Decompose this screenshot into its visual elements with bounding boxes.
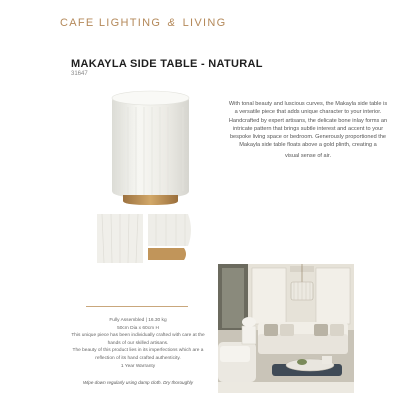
description-body: With tonal beauty and luscious curves, the Makayla side table is a versatile piece that adds unique character to your interior. Handcrafted by expert artisans, the delicate bone inlay forms an intricate pattern that brings subtle interest and accent to your bespoke living space or bedroom. Generously proportioned the Makayla side table floats above a gold plinth, creating a <box>228 101 388 149</box>
detail-thumbnail-plinth <box>148 214 194 263</box>
brand-name-left: CAFE LIGHTING <box>60 17 162 29</box>
detail-thumbnail-inlay <box>97 214 143 263</box>
spec-line: The beauty of this product lies in its imperfections which are a <box>72 348 204 354</box>
spec-line: This unique piece has been individually crafted with care at the <box>71 333 205 339</box>
spec-line: hands of our skilled artisans. <box>107 340 169 346</box>
care-note: Wipe down regularly using damp cloth. Dry thoroughly <box>82 380 193 385</box>
brand-name-right: LIVING <box>182 17 227 29</box>
section-divider <box>86 306 188 307</box>
room-lifestyle-image <box>218 264 354 393</box>
hero-product-image <box>104 87 197 209</box>
brand-logo <box>60 17 226 29</box>
product-title: MAKAYLA SIDE TABLE - NATURAL <box>71 58 263 70</box>
description-last-line: visual sense of air. <box>284 152 332 159</box>
spec-line: 1 Year Warranty <box>120 363 156 369</box>
brand-ampersand: & <box>167 17 177 29</box>
product-description <box>228 100 388 160</box>
product-specs <box>68 317 208 370</box>
spec-line: Fully Assembled | 16.30 kg <box>109 318 167 323</box>
spec-line: 50cm Dia x 60cm H <box>117 325 159 331</box>
product-code: 31647 <box>71 71 88 77</box>
spec-line: reflection of its hand crafted authenticity. <box>95 355 181 361</box>
